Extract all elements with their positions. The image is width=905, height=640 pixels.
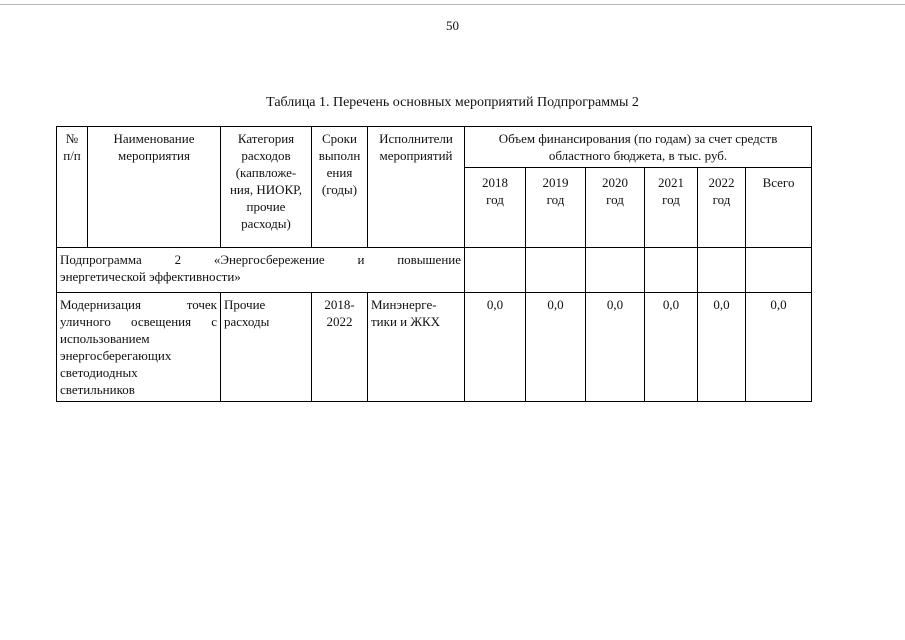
empty-cell: [526, 248, 586, 293]
table-title: Таблица 1. Перечень основных мероприятий Подпрограммы 2: [266, 95, 639, 110]
subprogram-title: [57, 248, 465, 293]
row-name-line1: Модернизация точек: [60, 297, 217, 312]
subprogram-row: [57, 248, 812, 293]
header-num: № п/п: [57, 127, 88, 248]
row-value-2018: 0,0: [465, 293, 526, 402]
row-category: Прочие расходы: [221, 293, 312, 402]
empty-cell: [645, 248, 698, 293]
year-label: 2018: [482, 175, 508, 190]
year-unit: год: [606, 192, 624, 207]
header-year-2021: [645, 168, 698, 248]
header-row: [57, 127, 812, 168]
empty-cell: [698, 248, 746, 293]
empty-cell: [746, 248, 812, 293]
header-financing: Объем финансирования (по годам) за счет средств областного бюджета, в тыс. руб.: [465, 127, 812, 168]
header-year-2018: [465, 168, 526, 248]
header-terms: Сроки выполн ения (годы): [312, 127, 368, 248]
subprogram-title-line1: Подпрограмма 2 «Энергосбережение и повышение: [60, 252, 461, 267]
measures-table: [56, 126, 812, 402]
row-name-line2: уличного освещения с: [60, 314, 217, 329]
row-value-2022: 0,0: [698, 293, 746, 402]
row-total: 0,0: [746, 293, 812, 402]
top-border-line: [0, 4, 905, 5]
year-label: 2022: [708, 175, 735, 190]
header-year-2022: [698, 168, 746, 248]
year-label: 2019: [542, 175, 569, 190]
header-executors: Исполнители мероприятий: [368, 127, 465, 248]
empty-cell: [586, 248, 645, 293]
year-unit: год: [486, 192, 504, 207]
row-value-2021: 0,0: [645, 293, 698, 402]
row-terms: 2018- 2022: [312, 293, 368, 402]
header-year-2020: [586, 168, 645, 248]
empty-cell: [465, 248, 526, 293]
row-name: [57, 293, 221, 402]
subprogram-title-line2: энергетической эффективности»: [60, 269, 241, 284]
header-name: Наименование мероприятия: [88, 127, 221, 248]
page-number: 50: [446, 18, 459, 33]
year-label: 2021: [658, 175, 684, 190]
row-value-2019: 0,0: [526, 293, 586, 402]
year-label: 2020: [602, 175, 628, 190]
year-unit: год: [662, 192, 680, 207]
row-value-2020: 0,0: [586, 293, 645, 402]
year-unit: год: [712, 192, 731, 207]
row-name-rest: использованием энергосберегающих светодиодных светильников: [60, 331, 172, 397]
header-category: Категория расходов (капвложе- ния, НИОКР, прочие расходы): [221, 127, 312, 248]
header-total: Всего: [746, 168, 812, 248]
row-executors: Минэнерге- тики и ЖКХ: [368, 293, 465, 402]
year-unit: год: [546, 192, 565, 207]
header-year-2019: [526, 168, 586, 248]
table-row: [57, 293, 812, 402]
